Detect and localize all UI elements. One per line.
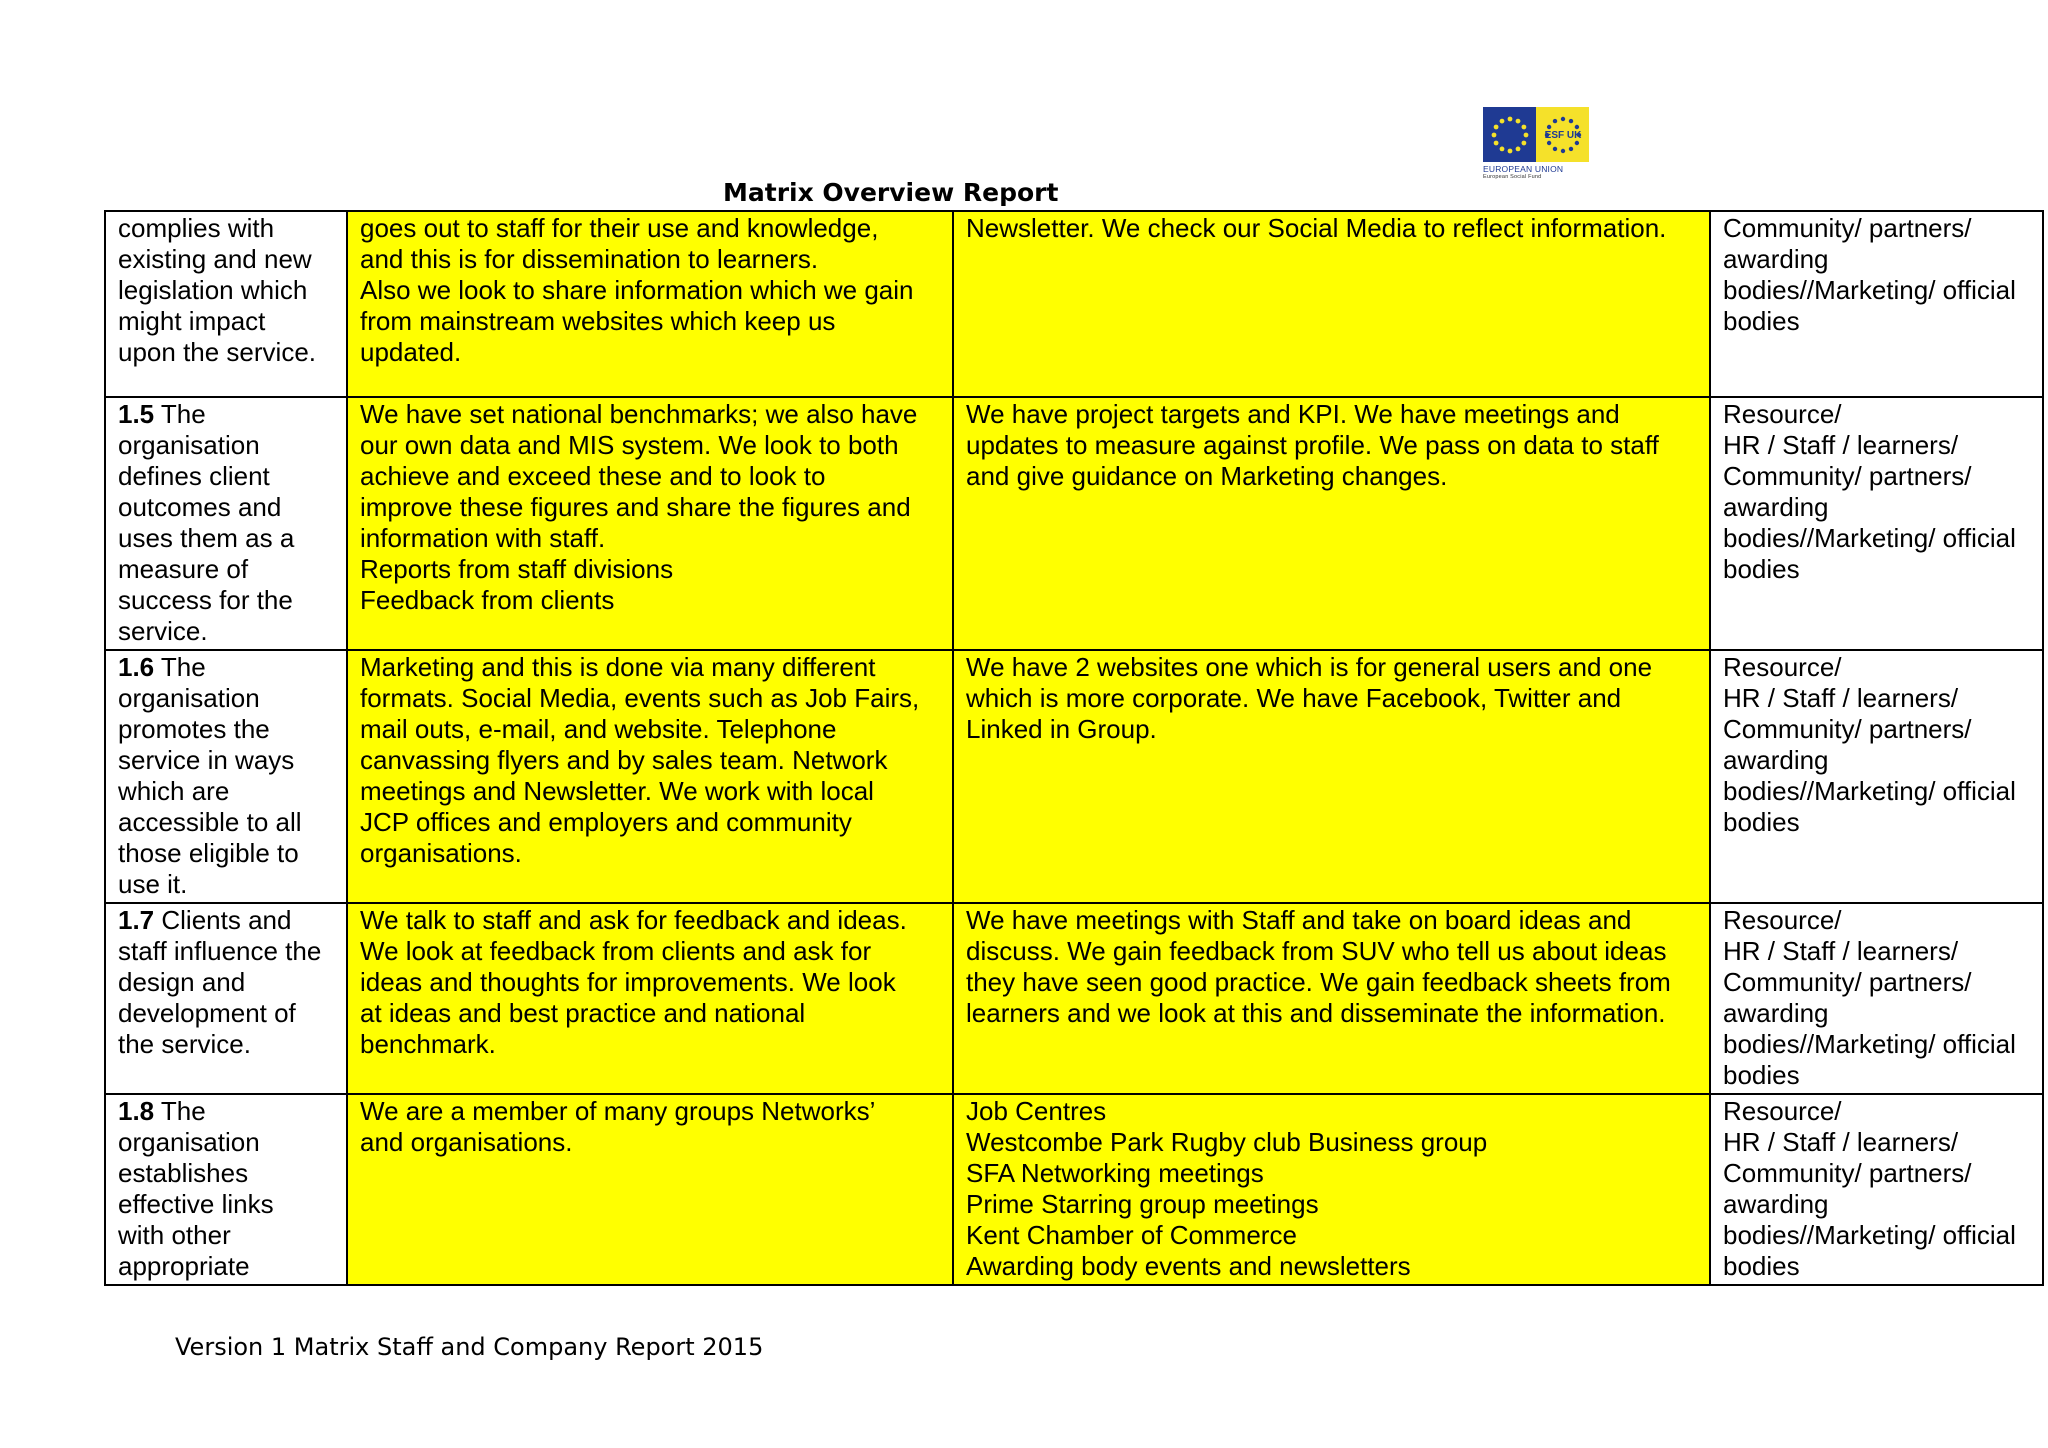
criterion-cell bbox=[105, 903, 347, 1094]
cell-line: information with staff. bbox=[360, 523, 606, 553]
cell-line: effective links bbox=[118, 1189, 274, 1219]
cell-line: Job Centres bbox=[966, 1096, 1107, 1126]
cell-line: bodies//Marketing/ official bbox=[1723, 275, 2016, 305]
cell-line: defines client bbox=[118, 461, 270, 491]
cell-line: at ideas and best practice and national bbox=[360, 998, 806, 1028]
evidence-cell bbox=[347, 211, 953, 397]
action-cell bbox=[953, 211, 1710, 397]
matrix-table bbox=[104, 210, 2044, 1286]
criterion-text: Clients and bbox=[154, 905, 292, 935]
cell-line: and give guidance on Marketing changes. bbox=[966, 461, 1448, 491]
cell-line: HR / Staff / learners/ bbox=[1723, 936, 1959, 966]
evidence-cell bbox=[347, 397, 953, 650]
criterion-cell bbox=[105, 397, 347, 650]
cell-line: We have set national benchmarks; we also have bbox=[360, 399, 918, 429]
cell-line: We have meetings with Staff and take on board ideas and bbox=[966, 905, 1632, 935]
cell-line: design and bbox=[118, 967, 246, 997]
action-cell bbox=[953, 1094, 1710, 1285]
cell-line: organisation bbox=[118, 1127, 260, 1157]
cell-line: HR / Staff / learners/ bbox=[1723, 430, 1959, 460]
cell-line bbox=[118, 1096, 334, 1127]
esf-flag-icon bbox=[1536, 107, 1589, 162]
cell-line: updates to measure against profile. We pass on data to staff bbox=[966, 430, 1659, 460]
criterion-number: 1.5 bbox=[118, 399, 155, 429]
cell-line: bodies bbox=[1723, 554, 1800, 584]
cell-line: staff influence the bbox=[118, 936, 322, 966]
cell-line: Prime Starring group meetings bbox=[966, 1189, 1319, 1219]
cell-line bbox=[118, 905, 334, 936]
cell-line: We have project targets and KPI. We have meetings and bbox=[966, 399, 1620, 429]
cell-line: meetings and Newsletter. We work with local bbox=[360, 776, 874, 806]
evidence-cell bbox=[347, 650, 953, 903]
cell-line: goes out to staff for their use and knowledge, bbox=[360, 213, 879, 243]
stakeholders-cell bbox=[1710, 211, 2043, 397]
report-title: Matrix Overview Report bbox=[723, 178, 1059, 207]
cell-line bbox=[118, 652, 334, 683]
cell-line: improve these figures and share the figures and bbox=[360, 492, 911, 522]
cell-line: bodies bbox=[1723, 1251, 1800, 1281]
cell-line: awarding bbox=[1723, 1189, 1829, 1219]
cell-line: with other bbox=[118, 1220, 231, 1250]
action-cell bbox=[953, 397, 1710, 650]
cell-line: Kent Chamber of Commerce bbox=[966, 1220, 1297, 1250]
cell-line: service. bbox=[118, 616, 208, 646]
cell-line: the service. bbox=[118, 1029, 251, 1059]
cell-line: formats. Social Media, events such as Job Fairs, bbox=[360, 683, 920, 713]
stakeholders-cell bbox=[1710, 397, 2043, 650]
cell-line: SFA Networking meetings bbox=[966, 1158, 1264, 1188]
criterion-number: 1.7 bbox=[118, 905, 155, 935]
evidence-cell bbox=[347, 1094, 953, 1285]
criterion-cell bbox=[105, 211, 347, 397]
cell-line: those eligible to bbox=[118, 838, 299, 868]
cell-line bbox=[118, 399, 334, 430]
cell-line: bodies//Marketing/ official bbox=[1723, 1220, 2016, 1250]
cell-line: success for the bbox=[118, 585, 293, 615]
action-cell bbox=[953, 650, 1710, 903]
cell-line: appropriate bbox=[118, 1251, 250, 1281]
cell-line: awarding bbox=[1723, 244, 1829, 274]
evidence-cell bbox=[347, 903, 953, 1094]
table-row bbox=[105, 650, 2043, 903]
table-row bbox=[105, 1094, 2043, 1285]
cell-line: Linked in Group. bbox=[966, 714, 1157, 744]
cell-line: establishes bbox=[118, 1158, 249, 1188]
cell-line: uses them as a bbox=[118, 523, 295, 553]
criterion-cell bbox=[105, 1094, 347, 1285]
cell-line: Community/ partners/ bbox=[1723, 967, 1972, 997]
cell-line: our own data and MIS system. We look to both bbox=[360, 430, 899, 460]
cell-line: We have 2 websites one which is for general users and one bbox=[966, 652, 1653, 682]
cell-line: We are a member of many groups Networks’ bbox=[360, 1096, 876, 1126]
cell-line: Marketing and this is done via many different bbox=[360, 652, 876, 682]
cell-line: they have seen good practice. We gain feedback sheets from bbox=[966, 967, 1671, 997]
stakeholders-cell bbox=[1710, 903, 2043, 1094]
cell-line: Community/ partners/ bbox=[1723, 1158, 1972, 1188]
criterion-text: The bbox=[154, 652, 206, 682]
cell-line: Feedback from clients bbox=[360, 585, 615, 615]
cell-line: Community/ partners/ bbox=[1723, 714, 1972, 744]
cell-line: bodies//Marketing/ official bbox=[1723, 523, 2016, 553]
cell-line: Awarding body events and newsletters bbox=[966, 1251, 1411, 1281]
cell-line: benchmark. bbox=[360, 1029, 496, 1059]
cell-line: use it. bbox=[118, 869, 188, 899]
table-row bbox=[105, 903, 2043, 1094]
cell-line: from mainstream websites which keep us bbox=[360, 306, 836, 336]
stakeholders-cell bbox=[1710, 650, 2043, 903]
cell-line: updated. bbox=[360, 337, 462, 367]
cell-line: accessible to all bbox=[118, 807, 302, 837]
criterion-text: The bbox=[154, 1096, 206, 1126]
cell-line: service in ways bbox=[118, 745, 295, 775]
cell-line: Newsletter. We check our Social Media to reflect information. bbox=[966, 213, 1667, 243]
cell-line: We look at feedback from clients and ask for bbox=[360, 936, 872, 966]
cell-line: HR / Staff / learners/ bbox=[1723, 683, 1959, 713]
table-row bbox=[105, 211, 2043, 397]
cell-line: outcomes and bbox=[118, 492, 282, 522]
cell-line: Resource/ bbox=[1723, 905, 1842, 935]
cell-line: organisation bbox=[118, 683, 260, 713]
criterion-number: 1.6 bbox=[118, 652, 155, 682]
criterion-text: The bbox=[154, 399, 206, 429]
cell-line: mail outs, e-mail, and website. Telephone bbox=[360, 714, 837, 744]
eu-flag-icon bbox=[1483, 107, 1536, 162]
criterion-cell bbox=[105, 650, 347, 903]
cell-line: organisation bbox=[118, 430, 260, 460]
cell-line: awarding bbox=[1723, 492, 1829, 522]
cell-line: canvassing flyers and by sales team. Network bbox=[360, 745, 888, 775]
cell-line: development of bbox=[118, 998, 296, 1028]
cell-line: Community/ partners/ bbox=[1723, 213, 1972, 243]
stakeholders-cell bbox=[1710, 1094, 2043, 1285]
cell-line: bodies//Marketing/ official bbox=[1723, 1029, 2016, 1059]
cell-line: promotes the bbox=[118, 714, 270, 744]
cell-line: ideas and thoughts for improvements. We look bbox=[360, 967, 896, 997]
cell-line: Westcombe Park Rugby club Business group bbox=[966, 1127, 1488, 1157]
cell-line: and organisations. bbox=[360, 1127, 573, 1157]
cell-line: bodies bbox=[1723, 306, 1800, 336]
cell-line: existing and new bbox=[118, 244, 312, 274]
cell-line: might impact bbox=[118, 306, 266, 336]
cell-line: We talk to staff and ask for feedback and ideas. bbox=[360, 905, 907, 935]
cell-line: awarding bbox=[1723, 745, 1829, 775]
action-cell bbox=[953, 903, 1710, 1094]
cell-line: learners and we look at this and disseminate the information. bbox=[966, 998, 1666, 1028]
cell-line: measure of bbox=[118, 554, 249, 584]
logo-line-2: European Social Fund bbox=[1483, 174, 1542, 180]
cell-line: and this is for dissemination to learners. bbox=[360, 244, 819, 274]
cell-line: organisations. bbox=[360, 838, 522, 868]
cell-line: discuss. We gain feedback from SUV who tell us about ideas bbox=[966, 936, 1667, 966]
cell-line: Also we look to share information which we gain bbox=[360, 275, 914, 305]
cell-line: HR / Staff / learners/ bbox=[1723, 1127, 1959, 1157]
cell-line: awarding bbox=[1723, 998, 1829, 1028]
cell-line: upon the service. bbox=[118, 337, 317, 367]
cell-line: which is more corporate. We have Facebook, Twitter and bbox=[966, 683, 1622, 713]
cell-line: Resource/ bbox=[1723, 1096, 1842, 1126]
cell-line: legislation which bbox=[118, 275, 308, 305]
eu-esf-logo bbox=[1483, 107, 1589, 183]
cell-line: Resource/ bbox=[1723, 652, 1842, 682]
cell-line: bodies//Marketing/ official bbox=[1723, 776, 2016, 806]
footer-text: Version 1 Matrix Staff and Company Report 2015 bbox=[175, 1333, 764, 1361]
logo-line-1: EUROPEAN UNION bbox=[1483, 164, 1564, 174]
criterion-number: 1.8 bbox=[118, 1096, 155, 1126]
cell-line: bodies bbox=[1723, 807, 1800, 837]
cell-line: JCP offices and employers and community bbox=[360, 807, 852, 837]
cell-line: achieve and exceed these and to look to bbox=[360, 461, 826, 491]
cell-line: Community/ partners/ bbox=[1723, 461, 1972, 491]
esf-mark-text: ESF UK bbox=[1544, 129, 1581, 141]
cell-line: Reports from staff divisions bbox=[360, 554, 674, 584]
cell-line: bodies bbox=[1723, 1060, 1800, 1090]
table-row bbox=[105, 397, 2043, 650]
cell-line: which are bbox=[118, 776, 230, 806]
cell-line: Resource/ bbox=[1723, 399, 1842, 429]
cell-line: complies with bbox=[118, 213, 275, 243]
